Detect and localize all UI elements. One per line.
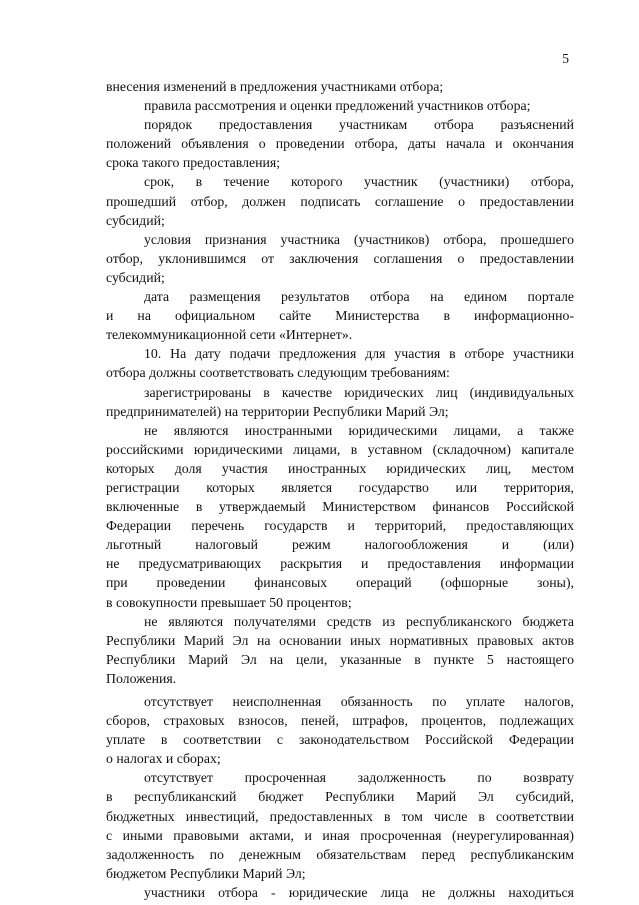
text-line: российскими юридическими лицами, в уставном (складочном) капитале (106, 441, 574, 457)
text-line: и на официальном сайте Министерства в информационно- (106, 308, 574, 324)
text-line: льготный налоговый режим налогообложения и (или) (106, 537, 574, 553)
text-line: отсутствует неисполненная обязанность по уплате налогов, (144, 694, 574, 709)
text-line: не являются иностранными юридическими лицами, а также (144, 422, 574, 438)
text-line: бюджетом Республики Марий Эл; (106, 865, 306, 881)
text-line: которых доля участия иностранных юридических лиц, местом (106, 460, 574, 476)
text-line: положений объявления о проведении отбора, даты начала и окончания (106, 136, 574, 152)
text-line: с иными правовыми актами, и иная просроченная (неурегулированная) (106, 827, 574, 843)
text-line: задолженность по денежным обязательствам перед республиканским (106, 846, 574, 862)
text-line: о налогах и сборах; (106, 751, 221, 767)
document-body (106, 77, 574, 902)
text-line: правила рассмотрения и оценки предложений участников отбора; (144, 98, 531, 114)
text-line: дата размещения результатов отбора на едином портале (144, 289, 574, 305)
text-line: телекоммуникационной сети «Интернет». (106, 327, 353, 343)
text-line: Федерации перечень государств и территорий, предоставляющих (106, 518, 574, 534)
text-line: Положения. (106, 670, 177, 686)
text-line: сборов, страховых взносов, пеней, штрафов, процентов, подлежащих (106, 713, 574, 729)
text-line: бюджетных инвестиций, предоставленных в том числе в соответствии (106, 808, 574, 824)
text-line: Республики Марий Эл на основании иных нормативных правовых актов (106, 632, 574, 648)
text-line: Республики Марий Эл на цели, указанные в пункте 5 настоящего (106, 651, 574, 667)
text-line: порядок предоставления участникам отбора разъяснений (144, 117, 574, 133)
text-line: прошедший отбор, должен подписать соглашение о предоставлении (106, 193, 574, 209)
text-line: внесения изменений в предложения участниками отбора; (106, 79, 444, 94)
text-line: отбора должны соответствовать следующим требованиям: (106, 365, 450, 381)
text-line: отсутствует просроченная задолженность по возврату (144, 770, 574, 786)
text-line: участники отбора - юридические лица не должны находиться (144, 884, 574, 900)
text-line: отбор, уклонившимся от заключения соглашения о предоставлении (106, 250, 574, 266)
text-line: срока такого предоставления; (106, 155, 281, 171)
text-line: не предусматривающих раскрытия и предоставления информации (106, 556, 574, 572)
text-line: зарегистрированы в качестве юридических лиц (индивидуальных (144, 384, 574, 400)
text-line: не являются получателями средств из республиканского бюджета (144, 613, 574, 629)
text-line: при проведении финансовых операций (офшорные зоны), (106, 575, 574, 591)
text-line: срок, в течение которого участник (участники) отбора, (144, 174, 574, 190)
text-line: в совокупности превышает 50 процентов; (106, 594, 352, 610)
text-line: субсидий; (106, 269, 165, 285)
text-line: включенные в утверждаемый Министерством финансов Российской (106, 499, 574, 515)
text-line: предпринимателей) на территории Республики Марий Эл; (106, 403, 449, 419)
page-number: 5 (562, 51, 569, 66)
text-line: субсидий; (106, 212, 165, 228)
text-line: условия признания участника (участников) отбора, прошедшего (144, 231, 574, 247)
text-line: 10. На дату подачи предложения для участия в отборе участники (144, 346, 574, 362)
text-line: в республиканский бюджет Республики Марий Эл субсидий, (106, 789, 574, 805)
text-line: регистрации которых является государство или территория, (106, 479, 574, 495)
text-line: уплате в соответствии с законодательством Российской Федерации (106, 732, 574, 748)
